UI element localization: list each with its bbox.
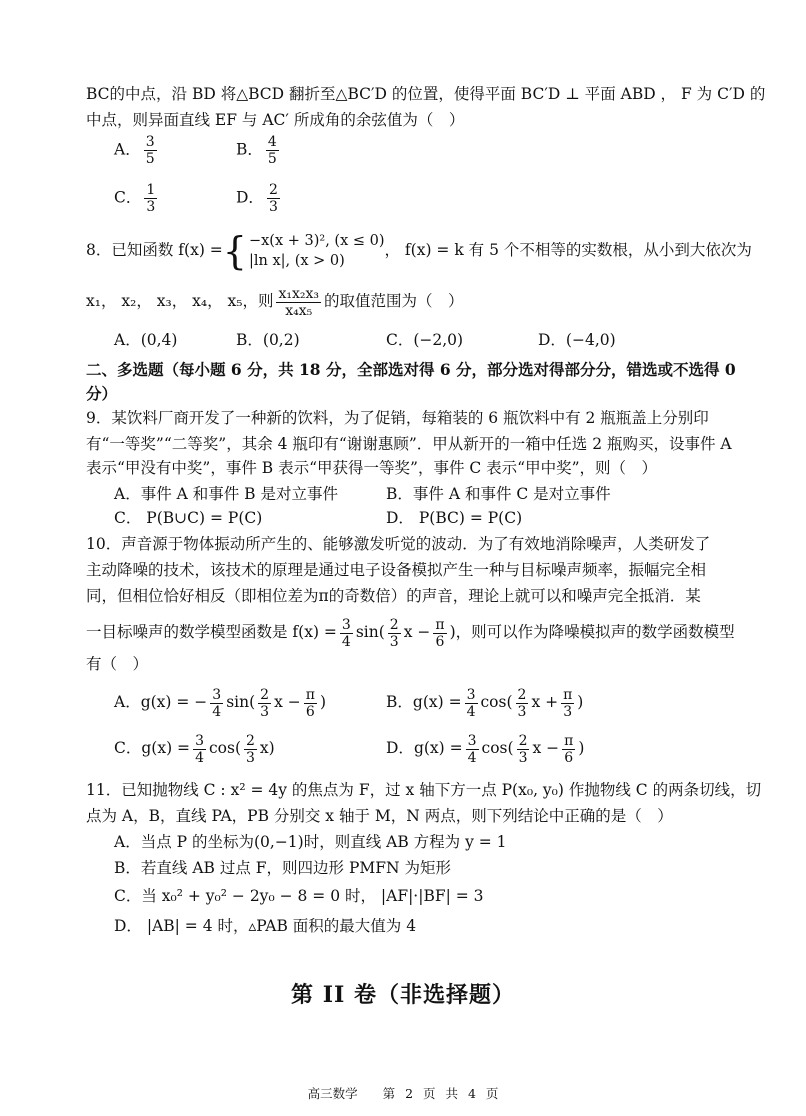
q10-option-c: C．g(x) = $\frac{3}{4}$ cos( $\frac{2}{3}$ x) [114,732,275,766]
q8-option-a: A．(0,4) [114,331,178,349]
q9-line1: 9．某饮料厂商开发了一种新的饮料，为了促销，每箱装的 6 瓶饮料中有 2 瓶瓶盖上分别印 [86,409,709,427]
q9-line3: 表示“甲没有中奖”，事件 B 表示“甲获得一等奖”，事件 C 表示“甲中奖”，则（ ） [86,459,658,477]
q9-option-b: B．事件 A 和事件 C 是对立事件 [386,485,611,503]
q11-option-d: D． |AB| = 4 时，▵PAB 面积的最大值为 4 [114,917,417,935]
q11-line2: 点为 A，B，直线 PA，PB 分别交 x 轴于 M，N 两点，则下列结论中正确的是（ ） [86,807,673,825]
q10-line3: 同，但相位恰好相反（即相位差为π的奇数倍）的声音，理论上就可以和噪声完全抵消．某 [86,587,701,605]
section2-heading-line1: 二、多选题（每小题 6 分，共 18 分，全部选对得 6 分，部分选对得部分分，错选或不选得 0 [86,360,736,379]
q11-option-c: C．当 x₀² + y₀² − 2y₀ − 8 = 0 时， |AF|·|BF| = 3 [114,887,484,905]
q10-line4: 一目标噪声的数学模型函数是 f(x) = $\frac{3}{4}$ sin( $\frac{2}{3}$ x − $\frac{\pi}{6}$ )，则可以作为降噪模拟声的数学函数模型 [86,616,735,650]
q8-line1: 8．已知函数 f(x) ={ −x(x + 3)², (x ≤ 0) |ln x|, (x > 0) ， f(x) = k 有 5 个不相等的实数根，从小到大依次为 [86,229,752,273]
q8-option-d: D．(−4,0) [538,331,616,349]
q10-option-b: B．g(x) = $\frac{3}{4}$ cos( $\frac{2}{3}$ x + $\frac{\pi}{3}$ ) [386,686,584,720]
q10-line2: 主动降噪的技术，该技术的原理是通过电子设备模拟产生一种与目标噪声频率，振幅完全相 [86,561,707,579]
q7-option-c: C． $\frac{1}{3}$ [114,182,156,215]
q7-option-b: B． $\frac{4}{5}$ [236,134,277,167]
q9-line2: 有“一等奖”“二等奖”，其余 4 瓶印有“谢谢惠顾”．甲从新开的一箱中任选 2 瓶购买，设事件 A [86,435,732,453]
q10-line1: 10．声音源于物体振动所产生的、能够激发听觉的波动．为了有效地消除噪声，人类研发了 [86,535,711,553]
q10-option-d: D．g(x) = $\frac{3}{4}$ cos( $\frac{2}{3}$ x − $\frac{\pi}{6}$ ) [386,732,585,766]
page-footer: 高三数学 第 2 页 共 4 页 [307,1086,499,1101]
q7-option-d: D． $\frac{2}{3}$ [236,182,278,215]
q10-option-a: A．g(x) = − $\frac{3}{4}$ sin( $\frac{2}{3}$ x − $\frac{\pi}{6}$ ) [114,686,327,720]
q9-option-a: A．事件 A 和事件 B 是对立事件 [114,485,338,503]
q10-line5: 有（ ） [86,655,149,673]
section2-heading-line2: 分） [86,384,118,403]
part2-title: 第 II 卷（非选择题） [291,982,515,1008]
q11-line1: 11．已知抛物线 C : x² = 4y 的焦点为 F，过 x 轴下方一点 P(x₀, y₀) 作抛物线 C 的两条切线，切 [86,781,762,799]
q7-option-a: A． $\frac{3}{5}$ [114,134,155,167]
q7-line2: 中点，则异面直线 EF 与 AC′ 所成角的余弦值为（ ） [86,111,465,129]
q9-option-c: C． P(B∪C) = P(C) [114,509,263,527]
q8-option-c: C．(−2,0) [386,331,464,349]
q9-option-d: D． P(BC) = P(C) [386,509,523,527]
q7-line1: BC的中点，沿 BD 将△BCD 翻折至△BC′D 的位置，使得平面 BC′D ⊥ 平面 ABD ， F 为 C′D 的 [86,85,766,103]
q11-option-b: B．若直线 AB 过点 F，则四边形 PMFN 为矩形 [114,859,451,877]
q8-option-b: B．(0,2) [236,331,300,349]
q8-line2: x₁， x₂， x₃， x₄， x₅，则 $\frac{\text{x₁x₂x₃}}{\text{x₄x₅}}$ 的取值范围为（ ） [86,285,464,319]
q11-option-a: A．当点 P 的坐标为(0,−1)时，则直线 AB 方程为 y = 1 [114,833,507,851]
